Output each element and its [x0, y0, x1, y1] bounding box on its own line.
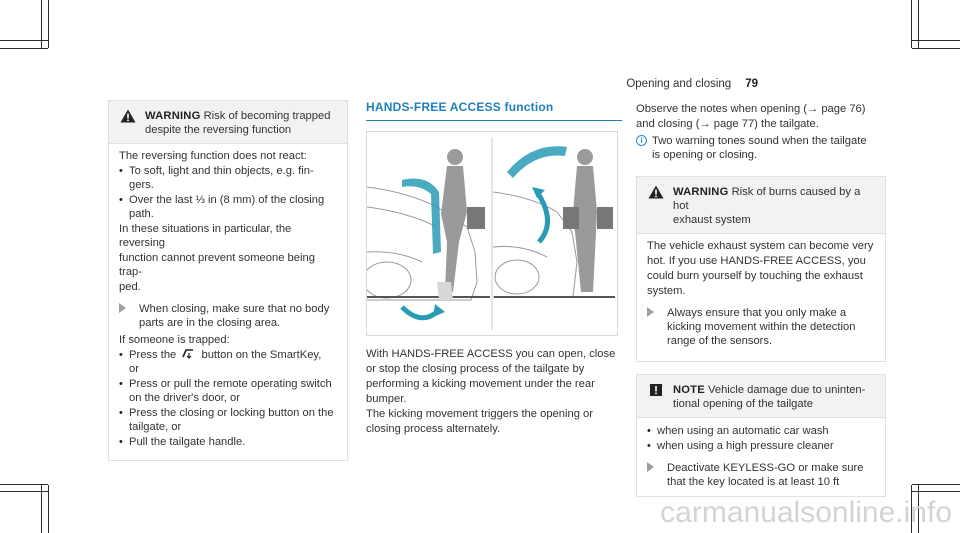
caption-line: performing a kicking movement under the rear [366, 378, 595, 390]
warning-body: The vehicle exhaust system can become very hot. If you use HANDS-FREE ACCESS, you could burn yourself by touching the exhaust system. Always ensure that you only make a kicking movement within the detection range of the sensors. [637, 233, 885, 361]
list-item: • Press or pull the remote operating switch on the driver's door, or [119, 377, 337, 405]
watermark: carmanualsonline.info [660, 496, 952, 529]
note-body [637, 417, 885, 496]
step-arrow-icon [119, 303, 126, 313]
tip-note: i Two warning tones sound when the tailgate is opening or closing. [636, 134, 886, 162]
cross-reference-link[interactable]: Observe the notes when opening (→ page 76) [636, 103, 866, 115]
warning-keyword: WARNING [145, 110, 201, 122]
step-arrow-icon [647, 307, 654, 317]
list-item: • when using an automatic car wash [647, 424, 875, 438]
page-header [626, 77, 758, 91]
warning-title: Risk of becoming trapped [203, 110, 331, 122]
warning-box-burns [636, 176, 886, 362]
warning-header: WARNING Risk of burns caused by a hot exhaust system [637, 177, 885, 233]
page-number: 79 [745, 78, 758, 90]
warning-body [109, 143, 347, 460]
note-exclamation-icon [647, 383, 665, 397]
warning-intro: The reversing function does not react: [119, 150, 307, 162]
list-item: • Over the last ⅓ in (8 mm) of the closing path. [119, 193, 337, 221]
middle-column [366, 100, 622, 437]
paragraph: ped. [119, 281, 141, 293]
note-keyword: NOTE [673, 384, 705, 396]
paragraph [636, 117, 886, 131]
paragraph [636, 102, 886, 116]
warning-keyword: WARNING [673, 186, 729, 198]
warning-header [109, 101, 347, 143]
paragraph: function cannot prevent someone being trap- [119, 252, 315, 278]
list-item: • Pull the tailgate handle. [119, 435, 337, 449]
paragraph: In these situations in particular, the reversing [119, 223, 292, 249]
warning-title-cont: despite the reversing function [145, 124, 292, 136]
instruction-step: Always ensure that you only make a kicking movement within the detection range of the sensors. [647, 306, 875, 348]
instruction-step: When closing, make sure that no body parts are in the closing area. [119, 302, 337, 330]
cross-reference-link[interactable]: and closing (→ page 77) the tailgate. [636, 118, 819, 130]
section-title: Opening and closing [626, 78, 732, 90]
paragraph: If someone is trapped: [119, 334, 230, 346]
section-heading: HANDS-FREE ACCESS function [366, 100, 622, 121]
note-header: NOTE Vehicle damage due to uninten- tional opening of the tailgate [637, 375, 885, 417]
info-icon: i [636, 135, 647, 146]
list-item: • Press the button on the SmartKey, or [119, 348, 337, 376]
caption-line: bumper. [366, 393, 407, 405]
kick-gesture-figure [367, 132, 617, 335]
list-item: • Press the closing or locking button on the tailgate, or [119, 406, 337, 434]
right-column [636, 100, 886, 497]
caption-line: closing process alternately. [366, 423, 501, 435]
caption-line: The kicking movement triggers the opening or [366, 408, 593, 420]
list-item: • To soft, light and thin objects, e.g. fin- gers. [119, 164, 337, 192]
tailgate-button-icon [182, 348, 195, 359]
step-arrow-icon [647, 462, 654, 472]
warning-box-trapped [108, 100, 348, 461]
caption-line: or stop the closing process of the tailgate by [366, 363, 585, 375]
caption-line: With HANDS-FREE ACCESS you can open, close [366, 348, 616, 360]
list-item: • when using a high pressure cleaner [647, 439, 875, 453]
left-column [108, 100, 348, 461]
note-box-damage [636, 374, 886, 497]
instruction-step: Deactivate KEYLESS-GO or make sure that the key located is at least 10 ft [647, 461, 875, 489]
hands-free-illustration [366, 131, 618, 336]
warning-triangle-icon [119, 109, 137, 123]
warning-triangle-icon [647, 185, 665, 199]
